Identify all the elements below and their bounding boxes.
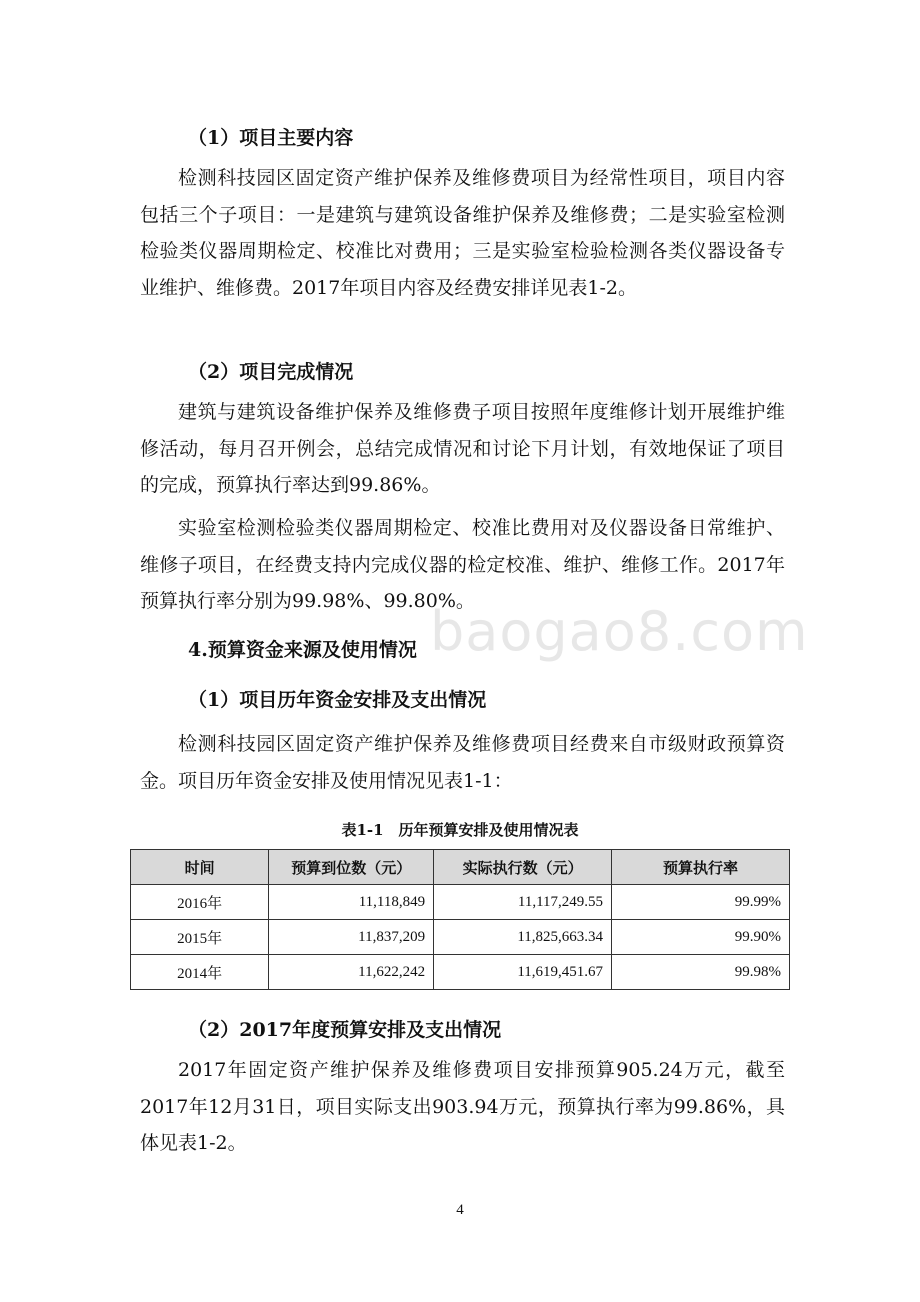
cell-rate: 99.99% [612, 885, 790, 920]
cell-year: 2016年 [131, 885, 269, 920]
cell-rate: 99.90% [612, 920, 790, 955]
cell-rate: 99.98% [612, 955, 790, 990]
table-header-row [131, 850, 790, 885]
heading-budget-source: 4.预算资金来源及使用情况 [188, 639, 417, 661]
table-row [131, 885, 790, 920]
cell-year: 2015年 [131, 920, 269, 955]
page-number: 4 [456, 1202, 464, 1218]
heading-annual-funding: （1）项目历年资金安排及支出情况 [188, 689, 487, 711]
col-header-year: 时间 [131, 850, 269, 885]
col-header-budget: 预算到位数（元） [269, 850, 434, 885]
watermark: baogao8.com [430, 600, 809, 663]
col-header-rate: 预算执行率 [612, 850, 790, 885]
table-row [131, 920, 790, 955]
cell-actual: 11,619,451.67 [434, 955, 612, 990]
paragraph-project-content: 检测科技园区固定资产维护保养及维修费项目为经常性项目，项目内容包括三个子项目：一是建筑与建筑设备维护保养及维修费；二是实验室检测检验类仪器周期检定、校准比对费用；三是实验室检验检测各类仪器设备专业维护、维修费。2017年项目内容及经费安排详见表1-2。 [140, 167, 785, 299]
heading-project-content: （1）项目主要内容 [188, 127, 354, 149]
col-header-actual: 实际执行数（元） [434, 850, 612, 885]
cell-budget: 11,622,242 [269, 955, 434, 990]
table-row [131, 955, 790, 990]
paragraph-lab-instruments: 实验室检测检验类仪器周期检定、校准比费用对及仪器设备日常维护、维修子项目，在经费支持内完成仪器的检定校准、维护、维修工作。2017年预算执行率分别为99.98%、99.80%。 [140, 517, 785, 612]
cell-budget: 11,837,209 [269, 920, 434, 955]
cell-year: 2014年 [131, 955, 269, 990]
budget-table [130, 849, 790, 990]
paragraph-2017-budget: 2017年固定资产维护保养及维修费项目安排预算905.24万元，截至2017年12月31日，项目实际支出903.94万元，预算执行率为99.86%，具体见表1-2。 [140, 1059, 785, 1154]
heading-project-completion: （2）项目完成情况 [188, 361, 354, 383]
cell-actual: 11,825,663.34 [434, 920, 612, 955]
cell-budget: 11,118,849 [269, 885, 434, 920]
paragraph-building-maintenance: 建筑与建筑设备维护保养及维修费子项目按照年度维修计划开展维护维修活动，每月召开例会，总结完成情况和讨论下月计划，有效地保证了项目的完成，预算执行率达到99.86%。 [140, 401, 785, 496]
cell-actual: 11,117,249.55 [434, 885, 612, 920]
table-caption: 表1-1 历年预算安排及使用情况表 [341, 821, 579, 839]
paragraph-funding-source: 检测科技园区固定资产维护保养及维修费项目经费来自市级财政预算资金。项目历年资金安排及使用情况见表1-1： [140, 733, 785, 792]
heading-2017-budget: （2）2017年度预算安排及支出情况 [188, 1019, 502, 1041]
